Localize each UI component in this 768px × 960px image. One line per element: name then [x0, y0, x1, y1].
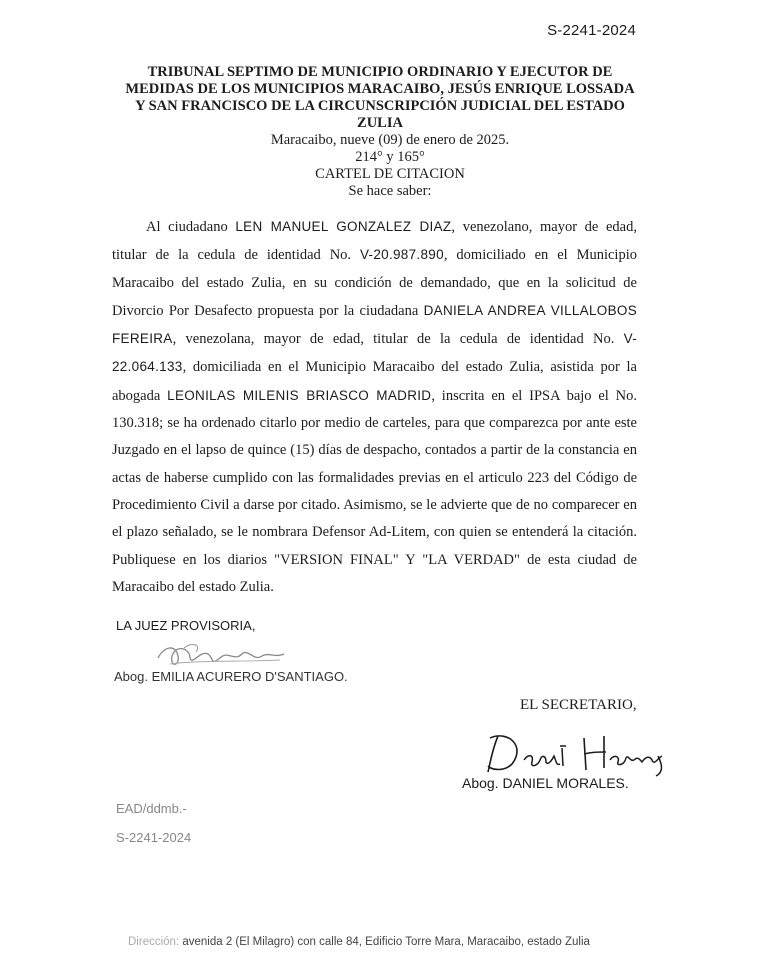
body-text-4: , venezolana, mayor de edad, titular de la cedula de identidad No. — [172, 331, 624, 348]
secretary-name: Abog. DANIEL MORALES. — [462, 775, 629, 791]
body-text-1: Al ciudadano — [146, 219, 236, 235]
footer-label: Dirección: — [128, 936, 180, 948]
judge-name: Abog. EMILIA ACURERO D'SANTIAGO. — [114, 669, 348, 684]
body-text-3: , domiciliado en el Municipio Maracaibo del estado Zulia, en su condición de demandado, que en la solicitud de Divorcio Por Desafecto propuesta por la ciudadana — [112, 247, 637, 319]
date-block — [200, 132, 580, 200]
defendant-id: V-20.987.890 — [359, 247, 444, 263]
case-number-bottom: S-2241-2024 — [116, 830, 192, 845]
document-title: CARTEL DE CITACION — [315, 166, 465, 182]
lawyer-name: LEONILAS MILENIS BRIASCO MADRID — [167, 387, 432, 403]
case-number-top: S-2241-2024 — [547, 22, 636, 39]
court-name-line-2: MEDIDAS DE LOS MUNICIPIOS MARACAIBO, JESÚS ENRIQUE LOSSADA — [125, 81, 635, 97]
court-name-line-4: ZULIA — [357, 115, 403, 131]
defendant-name: LEN MANUEL GONZALEZ DIAZ — [235, 219, 452, 234]
plaintiff-id: V-22.064.133 — [112, 331, 637, 375]
date-line: Maracaibo, nueve (09) de enero de 2025. — [270, 132, 510, 148]
plaintiff-name: DANIELA ANDREA VILLALOBOS FEREIRA — [112, 302, 638, 347]
citation-body — [112, 213, 637, 601]
body-text-2: , venezolano, mayor de edad, titular de la cedula de identidad No. — [112, 219, 637, 264]
notice-line: Se hace saber: — [348, 183, 432, 199]
footer-address — [128, 936, 590, 948]
secretary-signature — [468, 726, 678, 778]
body-text-5: , domiciliada en el Municipio Maracaibo del estado Zulia, asistida por la abogada — [112, 359, 637, 404]
years-line: 214° y 165° — [355, 149, 425, 165]
typist-initials: EAD/ddmb.- — [116, 801, 187, 816]
secretary-title: EL SECRETARIO, — [520, 697, 637, 713]
court-header — [100, 64, 660, 132]
court-name-line-3: Y SAN FRANCISCO DE LA CIRCUNSCRIPCIÓN JUDICIAL DEL ESTADO — [135, 98, 625, 114]
footer-address-text: avenida 2 (El Milagro) con calle 84, Edificio Torre Mara, Maracaibo, estado Zulia — [182, 936, 590, 948]
body-text-6: , inscrita en el IPSA bajo el No. 130.318; se ha ordenado citarlo por medio de carteles, para que comparezca por ante este Juzgado en el lapso de quince (15) días de despacho, contados a partir de la constancia en actas de haberse cumplido con las formalidades previas en el articulo 223 del Código de Procedimiento Civil a darse por citado. Asimismo, se le advierte que de no comparecer en el plazo señalado, se le nombrara Defensor Ad-Litem, con quien se entenderá la citación. Publiquese en los diarios "VERSION FINAL" Y "LA VERDAD" de esta ciudad de Maracaibo del estado Zulia. — [112, 387, 638, 595]
judge-title: LA JUEZ PROVISORIA, — [116, 618, 256, 633]
court-name-line-1: TRIBUNAL SEPTIMO DE MUNICIPIO ORDINARIO Y EJECUTOR DE — [147, 64, 613, 80]
